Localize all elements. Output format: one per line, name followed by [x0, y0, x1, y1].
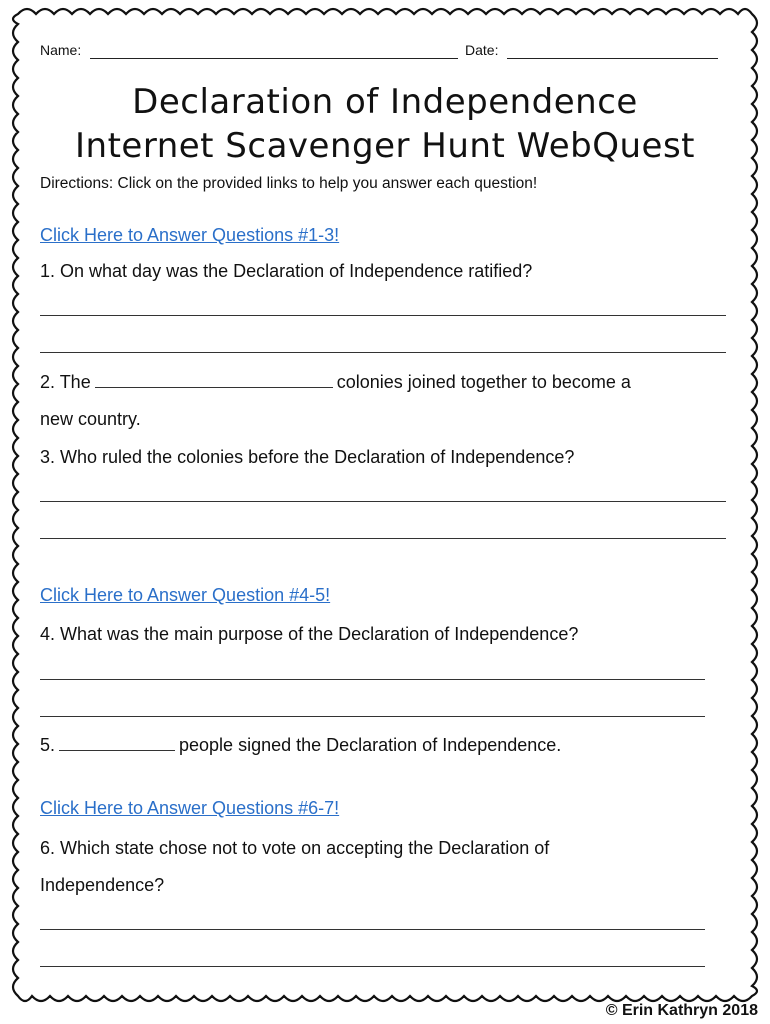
question-1: 1. On what day was the Declaration of Independence ratified? [40, 261, 533, 281]
question-6: 6. Which state chose not to vote on accepting the Declaration of [40, 838, 550, 858]
question-6-continuation: Independence? [40, 875, 165, 895]
link-questions-6-7[interactable]: Click Here to Answer Questions #6-7! [40, 798, 340, 818]
question-2-prefix: 2. The [40, 372, 91, 392]
page-title-line-1: Declaration of Independence [132, 82, 638, 122]
date-field[interactable] [507, 58, 718, 59]
question-3: 3. Who ruled the colonies before the Declaration of Independence? [40, 447, 575, 467]
link-questions-1-3[interactable]: Click Here to Answer Questions #1-3! [40, 225, 340, 245]
answer-line[interactable] [40, 929, 705, 930]
question-2-suffix: colonies joined together to become a [336, 372, 631, 392]
question-5-prefix: 5. [40, 735, 56, 755]
answer-line[interactable] [40, 679, 705, 680]
question-5-blank[interactable] [59, 750, 175, 751]
directions-text: Directions: Click on the provided links to help you answer each question! [40, 175, 538, 192]
page-title-line-2: Internet Scavenger Hunt WebQuest [75, 126, 695, 166]
answer-line[interactable] [40, 966, 705, 967]
link-questions-4-5[interactable]: Click Here to Answer Question #4-5! [40, 585, 331, 605]
answer-line[interactable] [40, 501, 726, 502]
question-2-continuation: new country. [40, 409, 141, 429]
answer-line[interactable] [40, 352, 726, 353]
date-label: Date: [465, 42, 499, 58]
question-5 [40, 733, 561, 757]
name-label: Name: [40, 42, 82, 58]
answer-line[interactable] [40, 716, 705, 717]
question-5-suffix: people signed the Declaration of Independence. [179, 735, 562, 755]
question-2-blank[interactable] [95, 387, 333, 388]
answer-line[interactable] [40, 315, 726, 316]
question-4: 4. What was the main purpose of the Declaration of Independence? [40, 624, 579, 644]
answer-line[interactable] [40, 538, 726, 539]
question-2 [40, 370, 631, 394]
copyright-text: © Erin Kathryn 2018 [605, 1002, 758, 1019]
name-field[interactable] [90, 58, 458, 59]
